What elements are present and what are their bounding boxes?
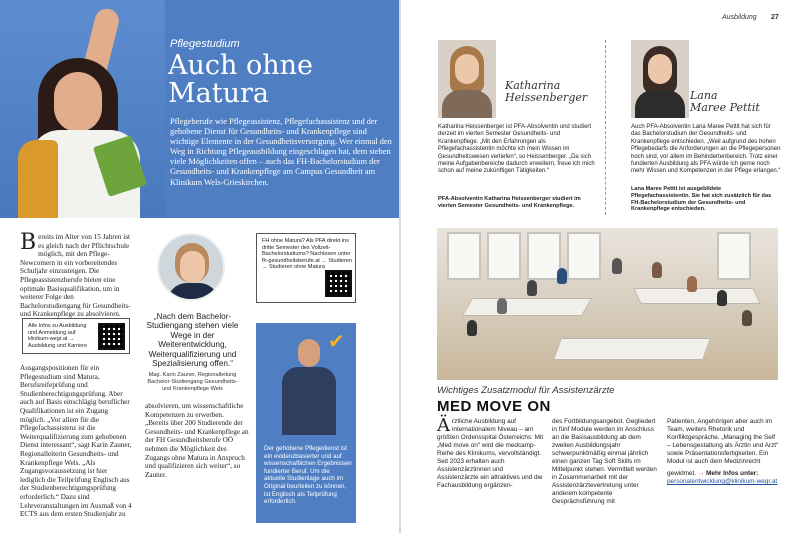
article-kicker: Wichtiges Zusatzmodul für Assistenzärzte [437, 385, 615, 396]
article-col-c: Patienten, Angehörigen aber auch im Team, weiters Rhetorik und Konfliktgespräche. „Managing the Self – Lebensgestaltung als Ärztin und Arzt“ sowie Präsentationsfertigkeiten. Ein Modul ist auch dem Medizinrecht gewidmet. → Mehr Infos unter: personalentwicklung@klinikum-wegr.at [667, 418, 779, 485]
hero-kicker: Pflegestudium [170, 38, 240, 50]
info-box-english: ✔ Der gehobene Pflegedienst ist ein evidenzbasierter und auf wissenschaftlichen Ergebnissen fundierter Beruf. Um die aktuelle Studienlage auch im Original beurteilen zu können, ist Englisch als Teilprüfung erforderlich. [256, 323, 356, 523]
qr-code-icon [325, 270, 352, 297]
portrait-lana [631, 40, 689, 118]
column-divider [605, 40, 606, 215]
quote-source: Mag. Karin Zauner, Regionalleitung Bachelor-Studiengang Gesundheits- und Krankenpflege Wels [147, 372, 238, 392]
dropcap: B [20, 230, 37, 255]
pull-quote: „Nach dem Bachelor-Studiengang stehen viele Wege in der Weiterentwicklung, Weiterqualifizierung und Spezialisierung offen.“ [146, 312, 239, 369]
qr-code-icon [98, 323, 125, 350]
page-number: 27 [771, 14, 779, 21]
article-col1-top: Bereits im Alter von 15 Jahren ist es gleich nach der Pflichtschule möglich, mit den Pflege-Newcomern in ein vorbereitendes Schuljahr einzusteigen. Die Pflegeassistenzberufe bieten eine optimale Basisqualifikation, um in weiterer Folge den Bachelorstudiengang für Gesundheits- und Krankenpflege zu absolvieren. [20, 230, 131, 319]
info-box-ausbildung: Alle Infos zu Ausbildung und Anmeldung auf klinikum-wegr.at → Ausbildung und Karriere [22, 318, 130, 354]
caption-katharina: PFA-Absolventin Katharina Heissenberger studiert im vierten Semester Gesundheits- und Krankenpflege. [438, 196, 581, 209]
page-gutter [399, 0, 401, 533]
hero-photo-student [0, 0, 165, 218]
article-col1-bottom: Ausgangspositionen für ein Pflegestudium sind Matura, Berufsreifeprüfung und Studienberechtigungsprüfung. Aber auch auf Basis einschlägig beruflicher Qualifikationen ist ein Zugang möglich. „Vor allem für die Pflegefachassistenz ist die Weiterqualifizierung zum gehobenen Dienst interessant“, sagt Karin Zauner, Regionalleiterin Gesundheits- und Krankenpflege Wels. „Als Zugangsvoraussetzung ist hier lediglich die Teilprüfung Englisch aus der Studienberechtigungsprüfung erforderlich.“ Dazu sind Lehrveranstaltungen im Ausmaß von 4 ECTS aus dem ersten Studienjahr zu [20, 364, 132, 519]
portrait-karin-zauner [157, 233, 225, 301]
article-col-b: des Fortbildungsangebot. Gegliedert in fünf Module werden im Anschluss an die Basisausbildung ab dem zweiten Ausbildungsjahr schwerpunktmäßig einmal jährlich einen ganzen Tag Soft Skills im Mittelpunkt stehen. Vermittelt werden in Zusammenarbeit mit der Assistenzärztevertretung unter anderem kompetente Gesprächsführung mit [552, 418, 657, 505]
article-col2-bottom: absolvieren, um wissenschaftliche Kompetenzen zu erwerben. „Bereits über 200 Studierende der Gesundheits- und Krankenpflege an der FH Gesundheitsberufe OÖ nehmen die Möglichkeit des Zugangs ohne Matura in Anspruch und qualifizieren sich weiter“, so Zauner. [145, 402, 249, 479]
name-lana: Lana Maree Pettit [690, 89, 760, 114]
hero-intro: Pflegeberufe wie Pflegeassistenz, Pflegefachassistenz und der gehobene Dienst für Gesundheits- und Krankenpflege sind wichtige Elemente in der Gesundheitsversorgung. Wer einmal den Weg in Richtung Pflegeausbildung eingeschlagen hat, dem stehen viele Möglichkeiten offen – auch das FH-Bachelorstudium der Gesundheits- und Krankenpflege am Campus Gesundheit am Klinikum Wels-Grieskirchen. [170, 117, 392, 187]
contact-label: Mehr Infos unter: [706, 470, 759, 477]
caption-lana: Lana Maree Pettit ist ausgebildete Pflegefachassistentin. Sie hat sich zusätzlich für das FH-Bachelorstudium der Gesundheits- und Krankenpflege entschieden. [631, 186, 772, 213]
section-header: Ausbildung [722, 14, 757, 21]
hero-title: Auch ohne Matura [168, 50, 313, 109]
name-katharina: Katharina Heissenberger [505, 79, 588, 104]
info-box-fh: FH ohne Matura? Als PFA direkt ins dritte Semester des Vollzeit-Bachelorstudiums? Nachlesen unter fh-gesundheitsberufe.at → Studieren → Studieren ohne Matura [256, 233, 356, 303]
article-title: MED MOVE ON [437, 398, 551, 415]
arrow-icon: → [697, 470, 705, 477]
text-lana: Auch PFA-Absolventin Lana Maree Pettit hat sich für das Bachelorstudium der Gesundheits- und Krankenpflege entschieden. „Weil aufgrund des hohen Pflegebedarfs die Anforderungen an die Pflegepersonen hoch sind, vor allem im Behindertenbereich. Trotz einer fundierten Ausbildung als PFA würde ich gerne noch mehr Wissen und Kompetenzen in der Pflege erlangen.“ [631, 124, 781, 175]
hero-banner [0, 0, 399, 218]
classroom-photo [437, 228, 778, 380]
text-katharina: Katharina Heissenberger ist PFA-Absolventin und studiert derzeit im vierten Semester Gesundheits- und Krankenpflege. „Mit den Erfahrungen als Pflegefachassistentin möchte ich mein Wissen im Gesundheitswesen vertiefen“, so Heissenberger. „Da sich meine Aufgabenbereiche dadurch erweitern, freue ich mich schon auf meine zukünftigen Tätigkeiten.“ [438, 124, 595, 175]
portrait-katharina [438, 40, 496, 118]
checkmark-icon: ✔ [328, 331, 345, 353]
contact-email-link[interactable]: personalentwicklung@klinikum-wegr.at [667, 478, 778, 485]
article-col-a: Ärztliche Ausbildung auf internationalem Niveau – am größten Ordensspital Österreichs: Mit „Med move on“ wird die medcamp-Reihe des Klinikums, vervollständigt. Seit 2023 erhalten auch Assistenzärztinnen und Assistenzärzte ein attraktives und die Fachausbildung ergänzen- [437, 415, 544, 489]
